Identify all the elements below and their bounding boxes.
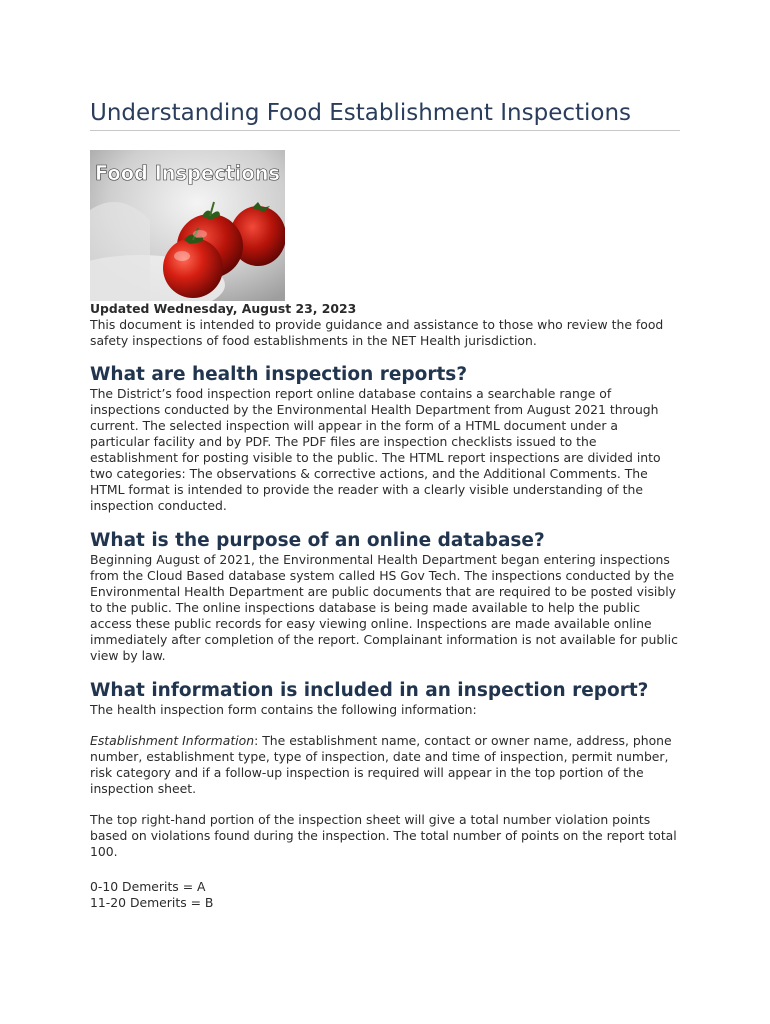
food-inspections-image (90, 150, 285, 301)
section-heading-database: What is the purpose of an online database? (90, 530, 545, 551)
image-caption: Food Inspections (95, 161, 280, 185)
report-info-intro: The health inspection form contains the following information: (90, 702, 477, 717)
section-body-database: Beginning August of 2021, the Environmental Health Department began entering inspections from the Cloud Based database system called HS Gov Tech. The inspections conducted by the Environmental Health Department are public documents that are required to be posted visibly to the public. The online inspections database is being made available to help the public access these public records for easy viewing online. Inspections are made available online immediately after completion of the report. Complainant information is not available for public view by law. (90, 552, 678, 663)
document-body (90, 301, 680, 911)
establishment-label: Establishment Information (90, 733, 255, 748)
page-title: Understanding Food Establishment Inspections (90, 100, 680, 131)
intro-paragraph: This document is intended to provide guidance and assistance to those who review the food safety inspections of food establishments in the NET Health jurisdiction. (90, 317, 664, 348)
section-body-reports: The District’s food inspection report online database contains a searchable range of inspections conducted by the Environmental Health Department from August 2021 through current. The selected inspection will appear in the form of a HTML document under a particular facility and by PDF. The PDF files are inspection checklists issued to the establishment for posting visible to the public. The HTML report inspections are divided into two categories: The observations & corrective actions, and the Additional Comments. The HTML format is intended to provide the reader with a clearly visible understanding of the inspection conducted. (90, 386, 661, 513)
section-heading-report-info: What information is included in an inspection report? (90, 680, 649, 701)
establishment-information (90, 733, 680, 797)
updated-date: Updated Wednesday, August 23, 2023 (90, 301, 357, 316)
section-heading-reports: What are health inspection reports? (90, 364, 468, 385)
grade-item: 11-20 Demerits = B (90, 895, 214, 910)
tomatoes-photo-icon (90, 150, 285, 301)
grade-item: 0-10 Demerits = A (90, 879, 206, 894)
violation-points-paragraph: The top right-hand portion of the inspection sheet will give a total number violation points based on violations found during the inspection. The total number of points on the report total 100. (90, 812, 677, 859)
establishment-text: : The establishment name, contact or owner name, address, phone number, establishment type, type of inspection, date and time of inspection, permit number, risk category and if a follow-up inspection is required will appear in the top portion of the inspection sheet. (90, 733, 672, 796)
